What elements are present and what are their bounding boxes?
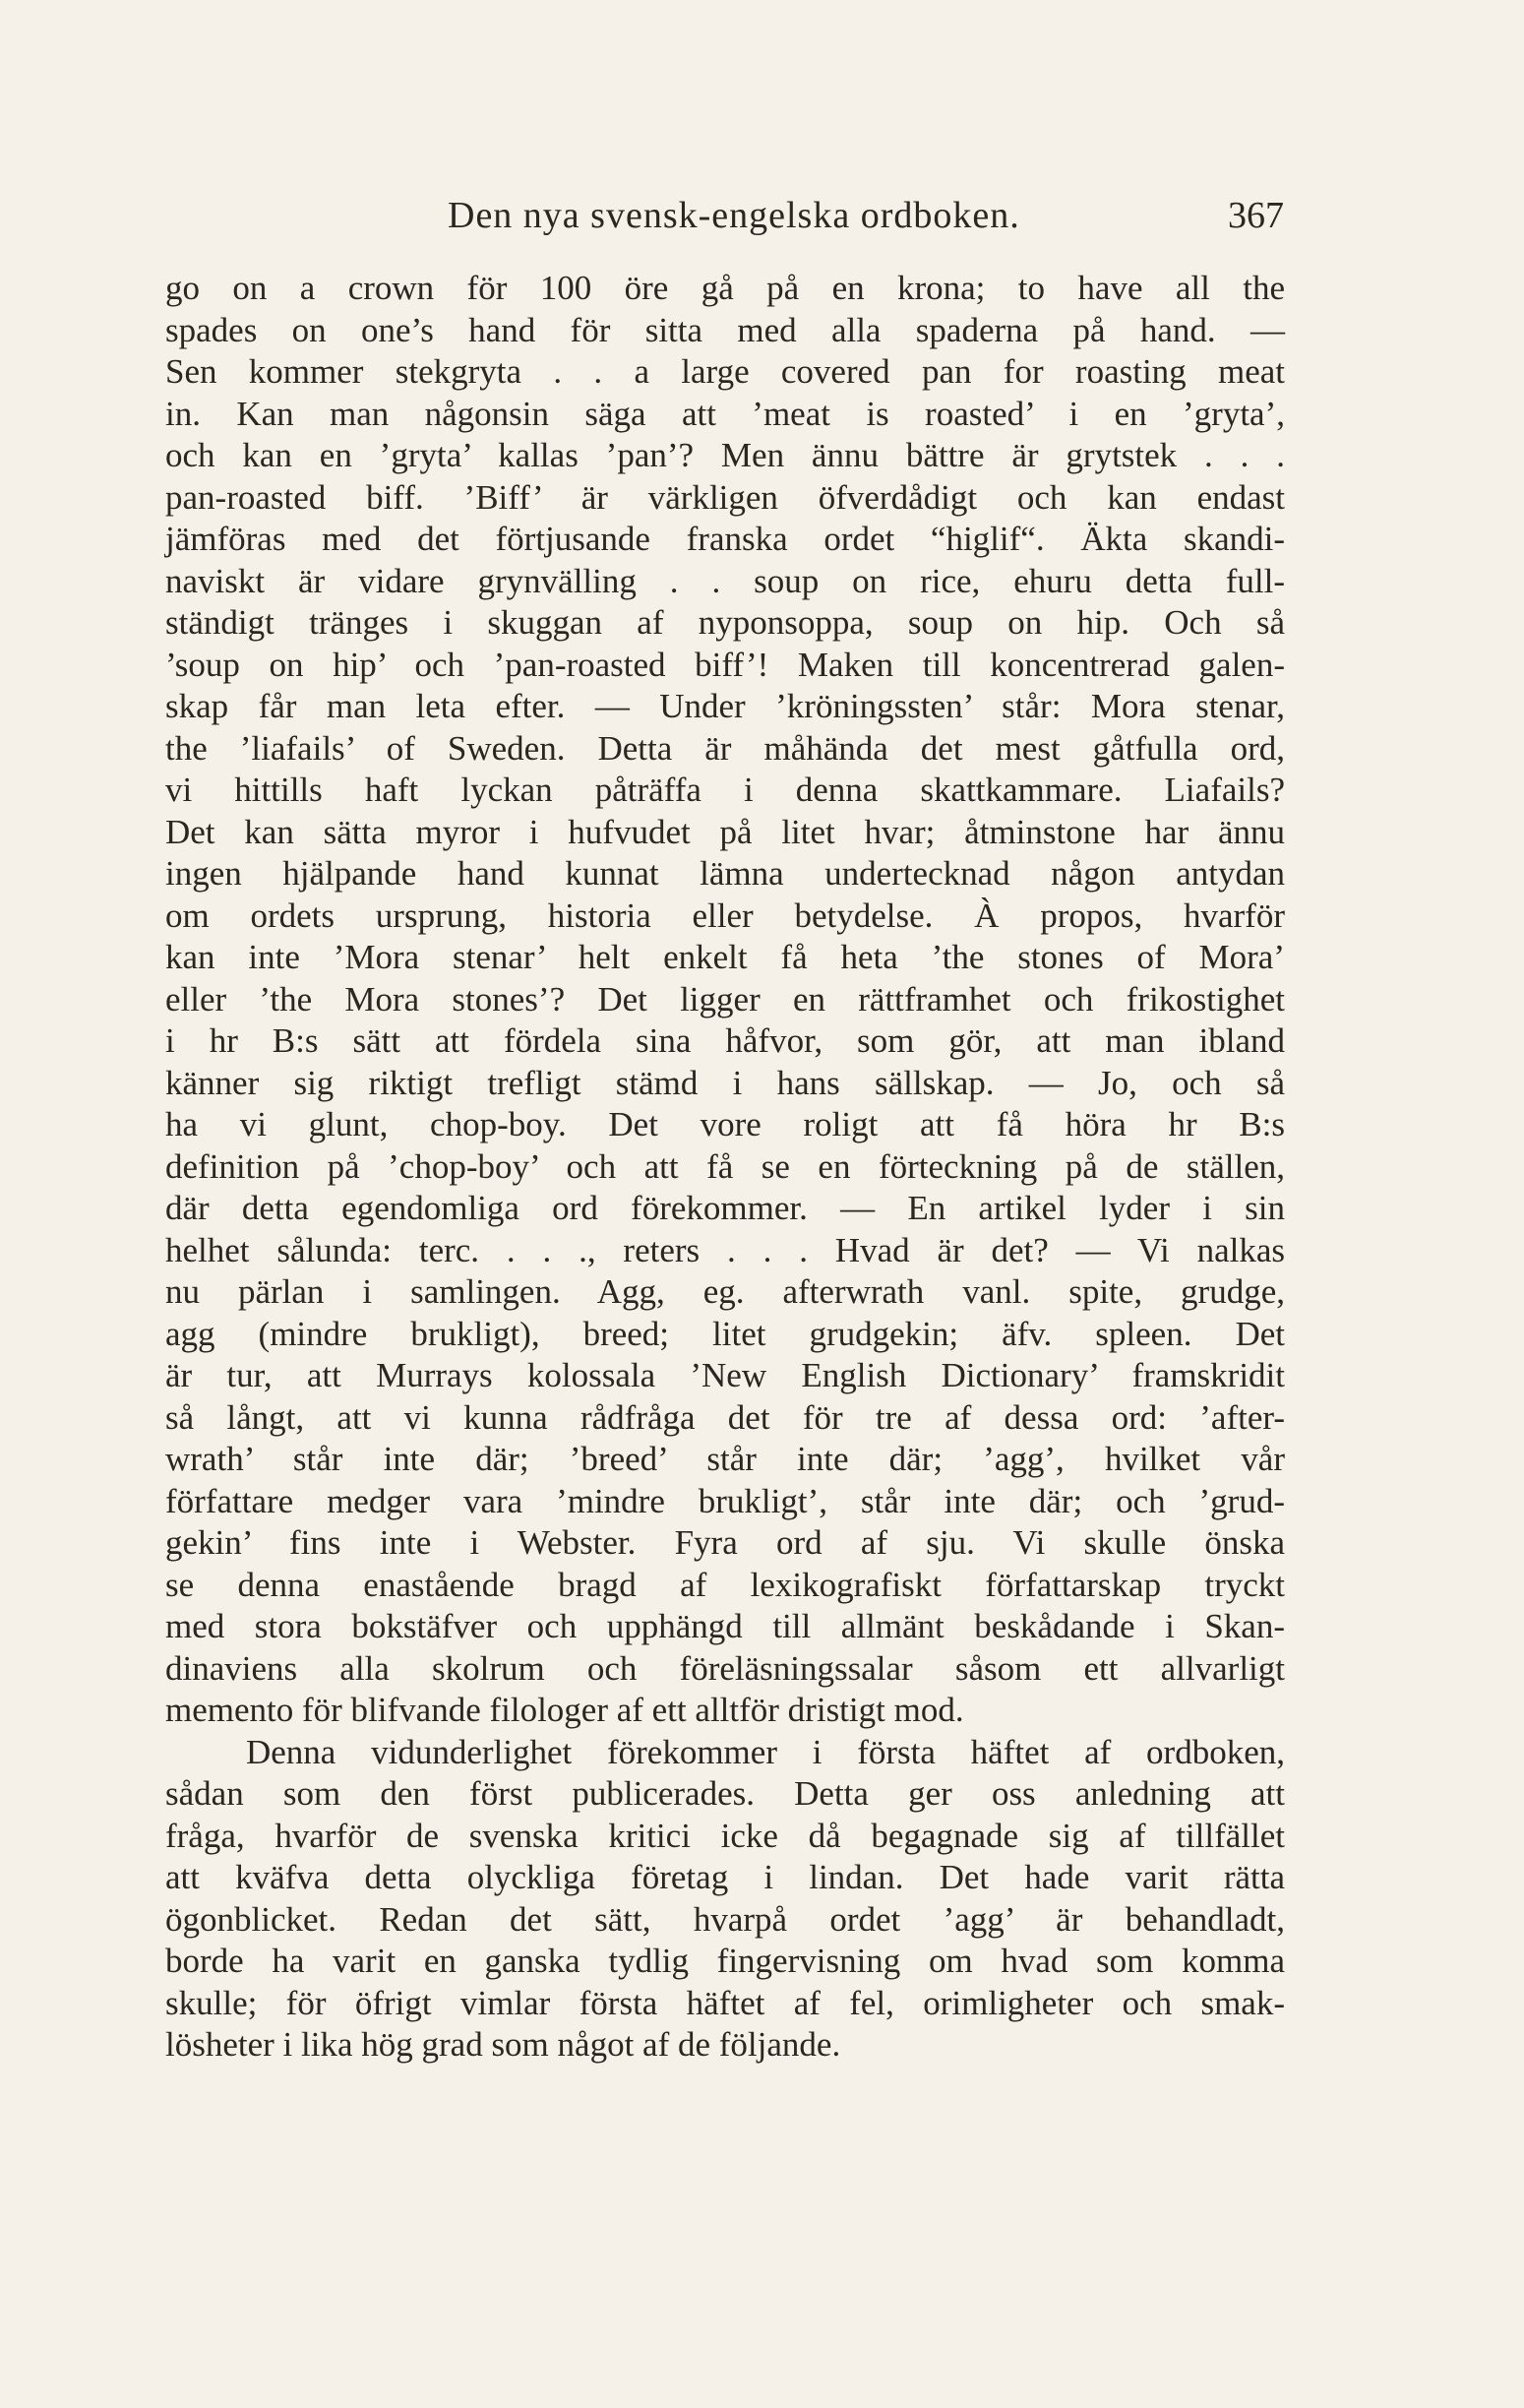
text-line: Sen kommer stekgryta . . a large covered pan for roasting meat	[165, 352, 1285, 391]
text-line: borde ha varit en ganska tydlig fingervisning om hvad som komma	[165, 1942, 1285, 1980]
text-line: ögonblicket. Redan det sätt, hvarpå ordet ’agg’ är behandladt,	[165, 1899, 1285, 1939]
text-line: sådan som den först publicerades. Detta ger oss anledning att	[165, 1774, 1285, 1813]
text-line: kan inte ’Mora stenar’ helt enkelt få heta ’the stones of Mora’	[165, 938, 1285, 976]
text-line: i hr B:s sätt att fördela sina håfvor, som gör, att man ibland	[165, 1021, 1285, 1060]
text-line: eller ’the Mora stones’? Det ligger en rättframhet och frikostighet	[165, 979, 1285, 1019]
text-line: vi hittills haft lyckan påträffa i denna skattkammare. Liafails?	[165, 771, 1285, 809]
text-line: är tur, att Murrays kolossala ’New English Dictionary’ framskridit	[165, 1356, 1285, 1394]
text-line: the ’liafails’ of Sweden. Detta är måhända det mest gåtfulla ord,	[165, 728, 1285, 768]
text-line: memento för blifvande filologer af ett alltför dristigt mod.	[165, 1691, 964, 1729]
text-line: wrath’ står inte där; ’breed’ står inte där; ’agg’, hvilket vår	[165, 1440, 1285, 1478]
running-title: Den nya svensk-engelska ordboken.	[448, 195, 1020, 236]
text-line: ingen hjälpande hand kunnat lämna undertecknad någon antydan	[165, 854, 1285, 893]
text-line: in. Kan man någonsin säga att ’meat is roasted’ i en ’gryta’,	[165, 394, 1285, 433]
running-head	[167, 194, 1284, 243]
text-line: skulle; för öfrigt vimlar första häftet af fel, orimligheter och smak-	[165, 1983, 1285, 2022]
text-line: ha vi glunt, chop-boy. Det vore roligt att få höra hr B:s	[165, 1105, 1285, 1143]
text-line: helhet sålunda: terc. . . ., reters . . . Hvad är det? — Vi nalkas	[165, 1230, 1285, 1269]
text-line: pan-roasted biff. ’Biff’ är värkligen öfverdådigt och kan endast	[165, 477, 1285, 517]
text-line: författare medger vara ’mindre brukligt’, står inte där; och ’grud-	[165, 1481, 1285, 1520]
text-line: naviskt är vidare grynvälling . . soup on rice, ehuru detta full-	[165, 561, 1285, 600]
text-line: lösheter i lika hög grad som något af de följande.	[165, 2025, 841, 2064]
text-line: ständigt tränges i skuggan af nyponsoppa, soup on hip. Och så	[165, 603, 1285, 642]
text-line: go on a crown för 100 öre gå på en krona; to have all the	[165, 269, 1285, 307]
text-line: så långt, att vi kunna rådfråga det för tre af dessa ord: ’after-	[165, 1397, 1285, 1437]
text-line: agg (mindre brukligt), breed; litet grudgekin; äfv. spleen. Det	[165, 1314, 1285, 1353]
text-line: gekin’ fins inte i Webster. Fyra ord af sju. Vi skulle önska	[165, 1523, 1285, 1562]
text-line: definition på ’chop-boy’ och att få se en förteckning på de ställen,	[165, 1146, 1285, 1186]
text-line: Denna vidunderlighet förekommer i första häftet af ordboken,	[246, 1732, 1285, 1771]
text-line: spades on one’s hand för sitta med alla spaderna på hand. —	[165, 310, 1285, 349]
text-line: dinaviens alla skolrum och föreläsningssalar såsom ett allvarligt	[165, 1648, 1285, 1688]
text-line: jämföras med det förtjusande franska ordet “higlif“. Äkta skandi-	[165, 520, 1285, 558]
text-line: skap får man leta efter. — Under ’kröningssten’ står: Mora stenar,	[165, 687, 1285, 725]
text-line: att kväfva detta olyckliga företag i lindan. Det hade varit rätta	[165, 1858, 1285, 1896]
text-line: se denna enastående bragd af lexikografiskt författarskap tryckt	[165, 1565, 1285, 1604]
text-line: med stora bokstäfver och upphängd till allmänt beskådande i Skan-	[165, 1607, 1285, 1645]
text-line: känner sig riktigt trefligt stämd i hans sällskap. — Jo, och så	[165, 1063, 1285, 1102]
body-text	[165, 268, 1285, 2067]
text-line: fråga, hvarför de svenska kritici icke då begagnade sig af tillfället	[165, 1816, 1285, 1855]
text-line: där detta egendomliga ord förekommer. — En artikel lyder i sin	[165, 1189, 1285, 1227]
text-line: Det kan sätta myror i hufvudet på litet hvar; åtminstone har ännu	[165, 812, 1285, 851]
text-line: ’soup on hip’ och ’pan-roasted biff’! Maken till koncentrerad galen-	[165, 645, 1285, 684]
page-number: 367	[1228, 195, 1284, 236]
text-line: om ordets ursprung, historia eller betydelse. À propos, hvarför	[165, 895, 1285, 935]
text-line: och kan en ’gryta’ kallas ’pan’? Men ännu bättre är grytstek . . .	[165, 436, 1285, 474]
text-line: nu pärlan i samlingen. Agg, eg. afterwrath vanl. spite, grudge,	[165, 1272, 1285, 1311]
